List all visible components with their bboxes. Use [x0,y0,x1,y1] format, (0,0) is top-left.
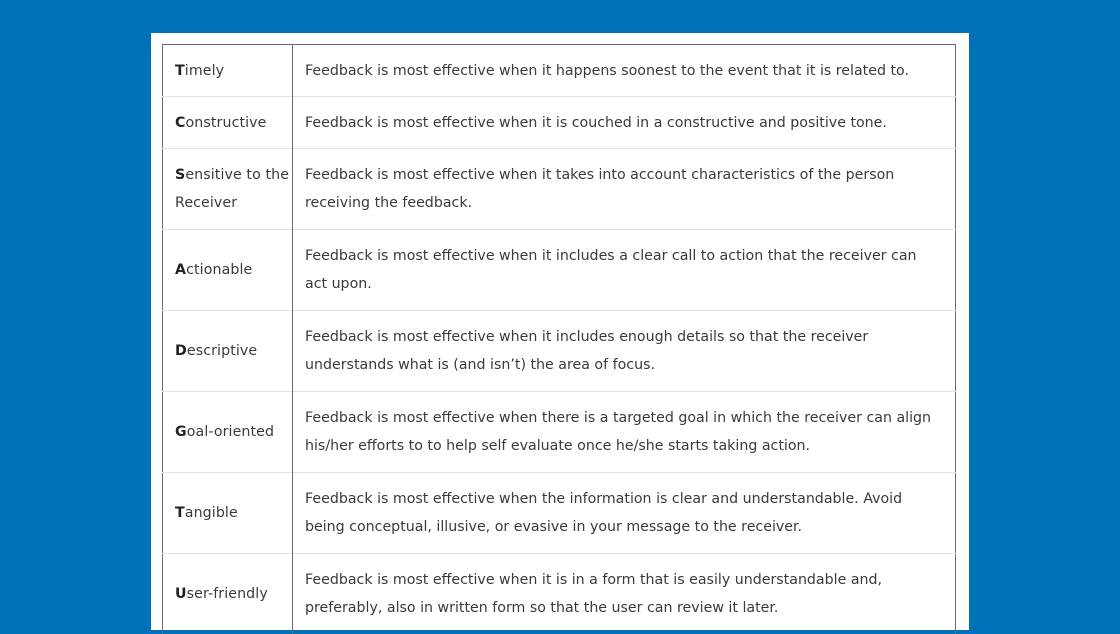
table-row [163,45,956,97]
table-row [163,97,956,149]
term-initial: D [175,343,187,359]
term-rest: ser-friendly [187,586,268,602]
term-rest: ctionable [186,262,252,278]
term-rest: imely [185,63,224,79]
term-cell [163,230,293,311]
term-cell [163,554,293,634]
term-cell [163,392,293,473]
term-cell [163,473,293,554]
term-cell [163,45,293,97]
term-initial: S [175,167,185,183]
term-rest: oal-oriented [187,424,274,440]
table-row [163,311,956,392]
term-rest: ensitive to the Receiver [175,167,289,211]
term-initial: T [175,63,185,79]
table-row [163,392,956,473]
table-row [163,473,956,554]
table-row [163,149,956,230]
term-cell [163,149,293,230]
term-initial: G [175,424,187,440]
description-cell: Feedback is most effective when it includes a clear call to action that the receiver can act upon. [293,230,956,311]
term-initial: U [175,586,187,602]
term-initial: T [175,505,185,521]
description-cell: Feedback is most effective when it happens soonest to the event that it is related to. [293,45,956,97]
description-cell: Feedback is most effective when it takes into account characteristics of the person receiving the feedback. [293,149,956,230]
term-rest: angible [185,505,238,521]
term-rest: escriptive [187,343,257,359]
description-cell: Feedback is most effective when the information is clear and understandable. Avoid being conceptual, illusive, or evasive in your message to the receiver. [293,473,956,554]
description-cell: Feedback is most effective when it is couched in a constructive and positive tone. [293,97,956,149]
description-cell: Feedback is most effective when it is in a form that is easily understandable and, preferably, also in written form so that the user can review it later. [293,554,956,634]
document-sheet [151,33,969,630]
description-cell: Feedback is most effective when it includes enough details so that the receiver understands what is (and isn’t) the area of focus. [293,311,956,392]
term-cell [163,311,293,392]
term-cell [163,97,293,149]
term-initial: A [175,262,186,278]
term-rest: onstructive [186,115,267,131]
table-row [163,554,956,634]
term-initial: C [175,115,186,131]
feedback-criteria-table [162,44,956,634]
description-cell: Feedback is most effective when there is a targeted goal in which the receiver can align his/her efforts to to help self evaluate once he/she starts taking action. [293,392,956,473]
table-row [163,230,956,311]
